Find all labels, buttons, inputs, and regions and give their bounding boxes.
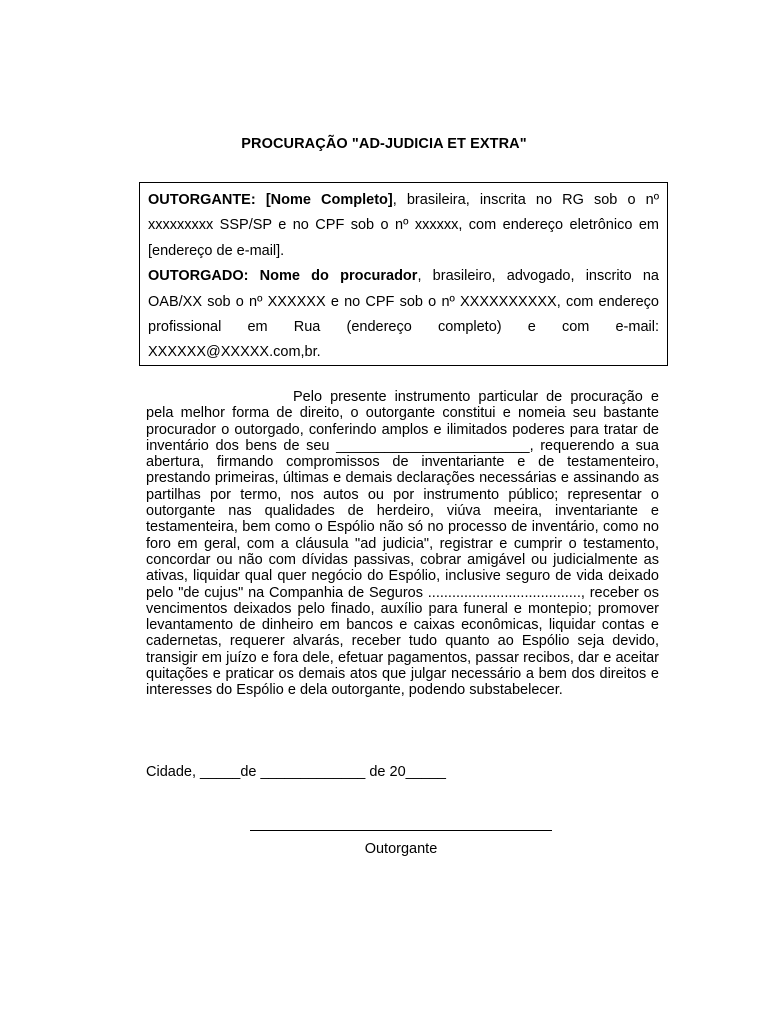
grantee-details: , brasileiro, advogado, inscrito na OAB/XX sob o nº XXXXXX e no CPF sob o nº XXXXXXXXXX, com endereço profissional em Rua (endereço completo) e com e-mail: XXXXXX@XXXXX.com,br.	[148, 268, 659, 361]
grantor-details: , brasileira, inscrita no RG sob o nº xxxxxxxxx SSP/SP e no CPF sob o nº xxxxxx, com endereço eletrônico em [endereço de e-mail].	[148, 192, 660, 259]
date-line: Cidade, _____de _____________ de 20_____	[146, 764, 446, 780]
signature-label: Outorgante	[364, 841, 438, 857]
signature-line	[250, 830, 552, 831]
grantor-name: [Nome Completo]	[265, 192, 393, 208]
grantee-paragraph	[148, 264, 659, 366]
grantee-name: Nome do procurador	[259, 268, 418, 285]
parties-box	[139, 182, 668, 366]
grantor-paragraph	[148, 188, 659, 264]
document-title: PROCURAÇÃO "AD-JUDICIA ET EXTRA"	[241, 136, 527, 152]
grantor-label: OUTORGANTE:	[148, 192, 256, 208]
body-paragraph: Pelo presente instrumento particular de procuração e pela melhor forma de direito, o outorgante constitui e nomeia seu bastante procurador o outorgado, conferindo amplos e ilimitados poderes para tratar de inventário dos bens de seu ________________________, requerendo a sua abertura, firmando compromissos de inventariante e de testamenteiro, prestando primeiras, últimas e demais declarações necessárias e assinando as partilhas por termo, nos autos ou por instrumento público; representar o outorgante nas qualidades de herdeiro, viúva meeira, inventariante e testamenteira, bem como o Espólio não só no processo de inventário, como no foro em geral, com a cláusula "ad judicia", registrar e cumprir o testamento, concordar ou não com dívidas passivas, cobrar amigável ou judicialmente as ativas, liquidar qual quer negócio do Espólio, inclusive seguro de vida deixado pelo "de cujus" na Companhia de Seguros ......................................, receber os vencimentos deixados pelo finado, auxílio para funeral e montepio; promover levantamento de dinheiro em bancos e caixas econômicas, liquidar contas e cadernetas, requerer alvarás, receber tudo quanto ao Espólio seja devido, transigir em juízo e fora dele, efetuar pagamentos, passar recibos, dar e aceitar quitações e praticar os demais atos que julgar necessário a bem dos direitos e interesses do Espólio e dela outorgante, podendo substabelecer.	[146, 389, 659, 699]
grantee-label: OUTORGADO:	[148, 268, 249, 285]
